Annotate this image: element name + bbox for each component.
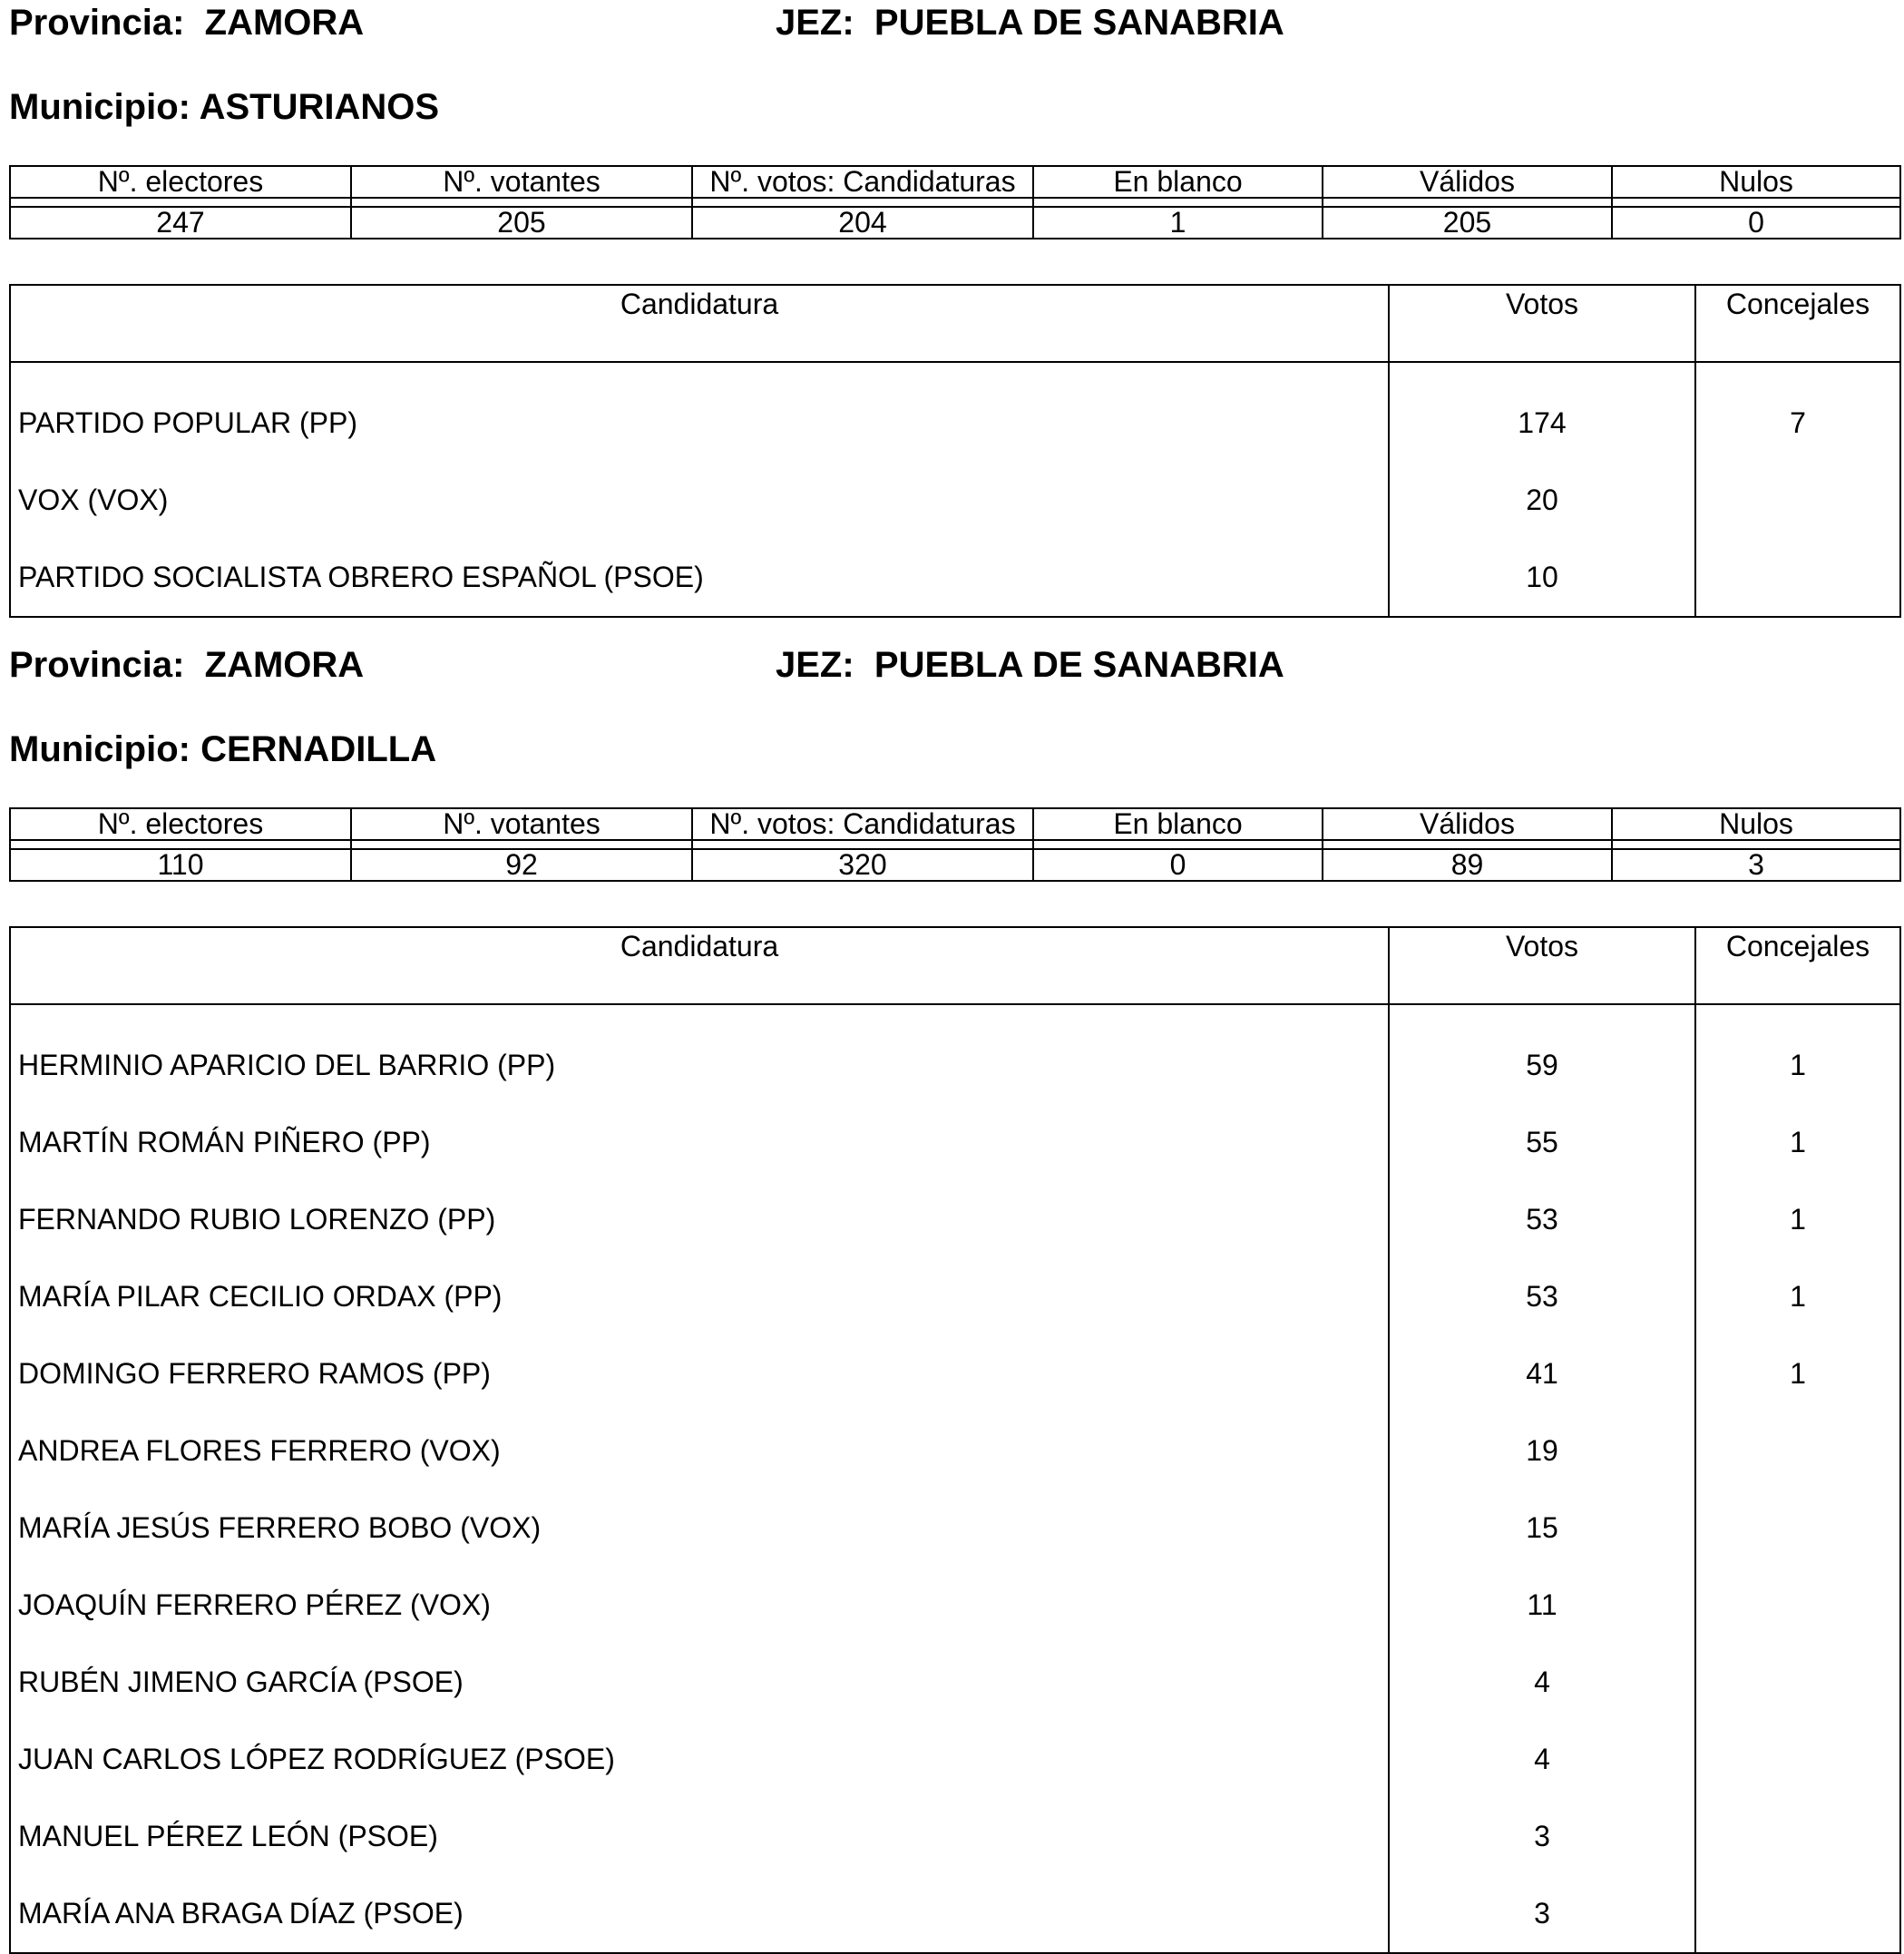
- jez-label: JEZ:: [776, 645, 854, 685]
- candidate-row: [10, 1567, 1900, 1644]
- provincia-label: Provincia:: [9, 3, 185, 43]
- provincia-heading: [9, 647, 364, 683]
- header-votos: Votos: [1389, 285, 1695, 362]
- candidate-name: VOX (VOX): [18, 484, 169, 516]
- candidate-concejales: [1695, 1721, 1900, 1798]
- municipio-label: Municipio:: [9, 729, 190, 769]
- stat-value-en-blanco: 1: [1033, 207, 1323, 239]
- stat-value-electores: 110: [10, 849, 351, 881]
- jez-label: JEZ:: [776, 3, 854, 43]
- candidate-votos: 10: [1389, 539, 1695, 617]
- stat-header-nulos: Nulos: [1612, 808, 1900, 840]
- stats-header-row: [10, 166, 1900, 198]
- candidate-concejales: 1: [1695, 1104, 1900, 1181]
- stat-header-validos: Válidos: [1323, 808, 1612, 840]
- stat-header-votantes: Nº. votantes: [351, 166, 692, 198]
- stats-spacer-row: [10, 840, 1900, 849]
- stat-header-nulos: Nulos: [1612, 166, 1900, 198]
- candidate-row: [10, 362, 1900, 462]
- municipio-value: CERNADILLA: [200, 729, 437, 769]
- candidate-votos: 41: [1389, 1335, 1695, 1412]
- provincia-value: ZAMORA: [204, 3, 365, 43]
- candidate-name: RUBÉN JIMENO GARCÍA (PSOE): [18, 1666, 464, 1698]
- candidate-concejales: [1695, 1567, 1900, 1644]
- stat-header-electores: Nº. electores: [10, 166, 351, 198]
- municipio-heading: [9, 731, 436, 767]
- candidate-votos: 19: [1389, 1412, 1695, 1490]
- candidate-row: [10, 1490, 1900, 1567]
- candidate-row: [10, 462, 1900, 539]
- candidate-row: [10, 539, 1900, 617]
- stat-value-votantes: 92: [351, 849, 692, 881]
- candidate-concejales: [1695, 1412, 1900, 1490]
- candidate-name: PARTIDO POPULAR (PP): [18, 406, 357, 439]
- stat-value-nulos: 0: [1612, 207, 1900, 239]
- candidate-concejales: 1: [1695, 1335, 1900, 1412]
- candidate-row: [10, 1004, 1900, 1104]
- stat-header-votos-candidaturas: Nº. votos: Candidaturas: [692, 808, 1033, 840]
- stat-header-electores: Nº. electores: [10, 808, 351, 840]
- candidate-name: FERNANDO RUBIO LORENZO (PP): [18, 1203, 496, 1236]
- candidate-concejales: [1695, 539, 1900, 617]
- candidate-votos: 11: [1389, 1567, 1695, 1644]
- stat-header-votos-candidaturas: Nº. votos: Candidaturas: [692, 166, 1033, 198]
- candidate-row: [10, 1412, 1900, 1490]
- candidate-votos: 59: [1389, 1004, 1695, 1104]
- candidate-concejales: 1: [1695, 1258, 1900, 1335]
- header-candidatura: Candidatura: [10, 927, 1389, 1004]
- stat-value-en-blanco: 0: [1033, 849, 1323, 881]
- candidate-concejales: [1695, 1798, 1900, 1875]
- stats-value-row: [10, 207, 1900, 239]
- candidate-name: JOAQUÍN FERRERO PÉREZ (VOX): [18, 1588, 491, 1621]
- candidate-row: [10, 1875, 1900, 1953]
- jez-value: PUEBLA DE SANABRIA: [874, 645, 1284, 685]
- stat-value-validos: 205: [1323, 207, 1612, 239]
- candidate-row: [10, 1181, 1900, 1258]
- candidates-header-row: [10, 927, 1900, 1004]
- municipio-value: ASTURIANOS: [199, 87, 440, 127]
- candidate-votos: 4: [1389, 1721, 1695, 1798]
- candidate-name: MARTÍN ROMÁN PIÑERO (PP): [18, 1126, 431, 1158]
- candidate-row: [10, 1721, 1900, 1798]
- candidates-table: [9, 284, 1901, 618]
- candidate-concejales: [1695, 1490, 1900, 1567]
- stat-value-electores: 247: [10, 207, 351, 239]
- candidate-votos: 3: [1389, 1875, 1695, 1953]
- stat-value-validos: 89: [1323, 849, 1612, 881]
- header-concejales: Concejales: [1695, 927, 1900, 1004]
- candidate-name: DOMINGO FERRERO RAMOS (PP): [18, 1357, 491, 1390]
- candidate-concejales: [1695, 462, 1900, 539]
- candidate-votos: 53: [1389, 1181, 1695, 1258]
- candidate-concejales: [1695, 1644, 1900, 1721]
- candidate-concejales: 1: [1695, 1004, 1900, 1104]
- candidate-votos: 15: [1389, 1490, 1695, 1567]
- stat-header-en-blanco: En blanco: [1033, 808, 1323, 840]
- candidate-votos: 174: [1389, 362, 1695, 462]
- candidate-concejales: [1695, 1875, 1900, 1953]
- candidate-row: [10, 1258, 1900, 1335]
- stats-table: [9, 807, 1901, 882]
- candidate-row: [10, 1644, 1900, 1721]
- candidate-concejales: 1: [1695, 1181, 1900, 1258]
- candidate-name: HERMINIO APARICIO DEL BARRIO (PP): [18, 1049, 556, 1081]
- stat-header-votantes: Nº. votantes: [351, 808, 692, 840]
- jez-heading: [776, 5, 1284, 41]
- candidate-votos: 4: [1389, 1644, 1695, 1721]
- header-candidatura: Candidatura: [10, 285, 1389, 362]
- stats-table: [9, 165, 1901, 239]
- candidate-name: JUAN CARLOS LÓPEZ RODRÍGUEZ (PSOE): [18, 1743, 615, 1775]
- candidates-table: [9, 926, 1901, 1954]
- stats-spacer-row: [10, 198, 1900, 207]
- candidate-name: MARÍA JESÚS FERRERO BOBO (VOX): [18, 1511, 542, 1544]
- provincia-heading: [9, 5, 364, 41]
- candidate-votos: 3: [1389, 1798, 1695, 1875]
- stat-header-validos: Válidos: [1323, 166, 1612, 198]
- stat-value-votos-candidaturas: 204: [692, 207, 1033, 239]
- candidate-concejales: 7: [1695, 362, 1900, 462]
- candidate-votos: 53: [1389, 1258, 1695, 1335]
- municipio-label: Municipio:: [9, 87, 190, 127]
- candidate-name: PARTIDO SOCIALISTA OBRERO ESPAÑOL (PSOE): [18, 561, 704, 593]
- provincia-value: ZAMORA: [204, 645, 365, 685]
- stats-value-row: [10, 849, 1900, 881]
- candidate-name: ANDREA FLORES FERRERO (VOX): [18, 1434, 501, 1467]
- candidate-row: [10, 1104, 1900, 1181]
- candidates-header-row: [10, 285, 1900, 362]
- candidate-name: MARÍA PILAR CECILIO ORDAX (PP): [18, 1280, 503, 1313]
- candidate-row: [10, 1335, 1900, 1412]
- candidate-votos: 20: [1389, 462, 1695, 539]
- jez-heading: [776, 647, 1284, 683]
- candidate-name: MANUEL PÉREZ LEÓN (PSOE): [18, 1820, 438, 1852]
- candidate-votos: 55: [1389, 1104, 1695, 1181]
- provincia-label: Provincia:: [9, 645, 185, 685]
- stat-value-votantes: 205: [351, 207, 692, 239]
- stats-header-row: [10, 808, 1900, 840]
- stat-value-votos-candidaturas: 320: [692, 849, 1033, 881]
- municipio-heading: [9, 89, 439, 125]
- candidate-name: MARÍA ANA BRAGA DÍAZ (PSOE): [18, 1897, 464, 1930]
- header-votos: Votos: [1389, 927, 1695, 1004]
- jez-value: PUEBLA DE SANABRIA: [874, 3, 1284, 43]
- stat-value-nulos: 3: [1612, 849, 1900, 881]
- header-concejales: Concejales: [1695, 285, 1900, 362]
- stat-header-en-blanco: En blanco: [1033, 166, 1323, 198]
- candidate-row: [10, 1798, 1900, 1875]
